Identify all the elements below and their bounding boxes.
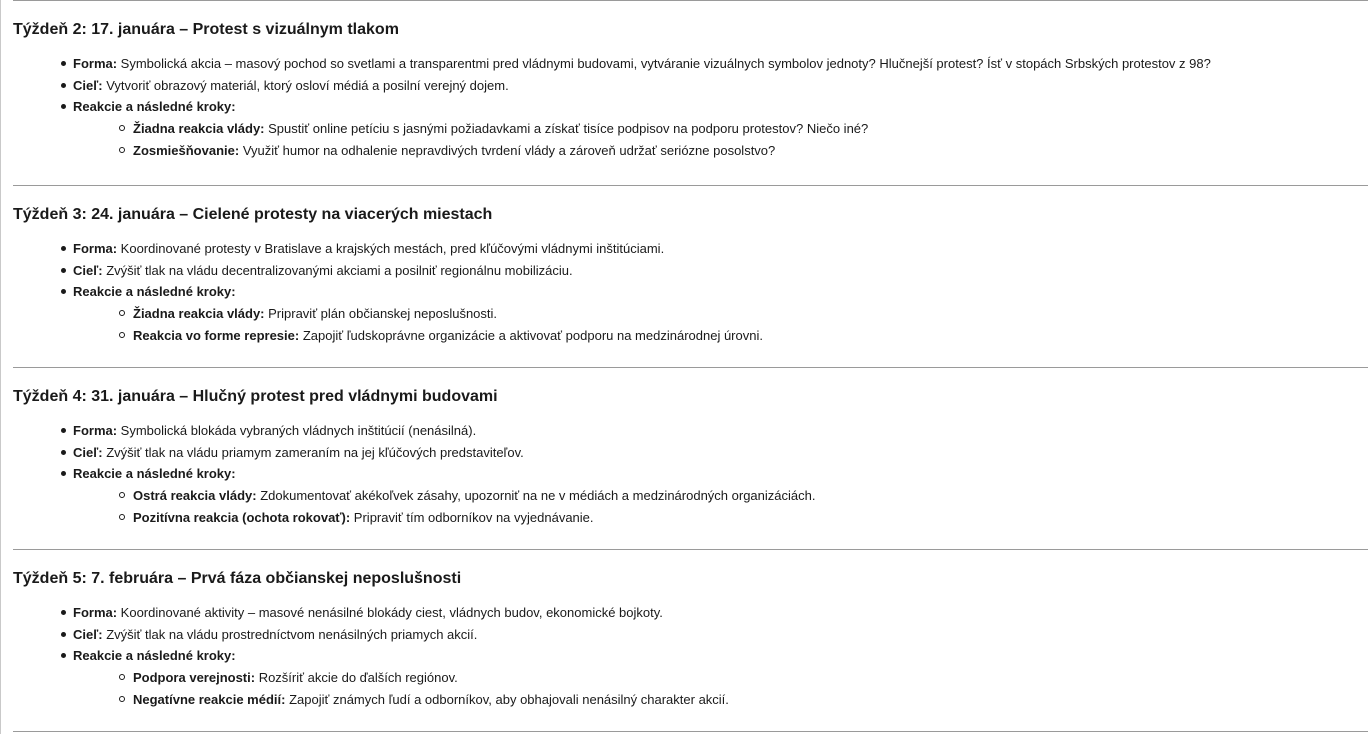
reactions-list	[13, 118, 1368, 162]
list-item-reakcie	[13, 96, 1368, 118]
list-item-reakcie	[13, 281, 1368, 303]
sub-list-item	[13, 140, 1368, 162]
item-label: Žiadna reakcia vlády:	[133, 120, 265, 136]
week-heading: Týždeň 4: 31. januára – Hlučný protest pred vládnymi budovami	[13, 388, 498, 405]
item-label: Forma:	[73, 56, 118, 71]
divider	[13, 185, 1368, 186]
week-section	[13, 569, 1368, 707]
reactions-list	[13, 485, 1368, 529]
item-text: Spustiť online petíciu s jasnými požiadavkami a získať tisíce podpisov na podporu protestov? Niečo iné?	[264, 120, 869, 136]
list-item-forma	[13, 238, 1368, 260]
divider	[13, 731, 1368, 732]
list-item-ciel	[13, 624, 1368, 646]
list-item-reakcie	[13, 645, 1368, 667]
item-text: Vytvoriť obrazový materiál, ktorý osloví médiá a posilní verejný dojem.	[102, 77, 509, 93]
item-label: Cieľ:	[73, 626, 103, 642]
week-heading: Týždeň 2: 17. januára – Protest s vizuálnym tlakom	[13, 21, 399, 38]
divider	[13, 367, 1368, 368]
sub-list-item	[13, 303, 1368, 325]
list-item-forma	[13, 53, 1368, 75]
list-item-ciel	[13, 442, 1368, 464]
week-details-list	[13, 238, 1368, 303]
sub-list-item	[13, 689, 1368, 711]
week-details-list	[13, 602, 1368, 667]
item-text: Symbolická akcia – masový pochod so svetlami a transparentmi pred vládnymi budovami, vytváranie vizuálnych symbolov jednoty? Hlučnejší protest? Ísť v stopách Srbských protestov z 98?	[117, 56, 1211, 71]
item-text: Rozšíriť akcie do ďalších regiónov.	[255, 669, 458, 685]
item-text: Pripraviť tím odborníkov na vyjednávanie.	[350, 509, 594, 525]
week-details-list	[13, 420, 1368, 485]
sub-list-item	[13, 118, 1368, 140]
item-label: Reakcie a následné kroky:	[73, 466, 236, 482]
item-label: Ostrá reakcia vlády:	[133, 487, 257, 503]
sub-list-item	[13, 485, 1368, 507]
item-label: Cieľ:	[73, 444, 103, 460]
reactions-list	[13, 303, 1368, 347]
item-label: Reakcie a následné kroky:	[73, 648, 236, 664]
item-label: Reakcie a následné kroky:	[73, 99, 236, 115]
item-label: Cieľ:	[73, 262, 103, 278]
sub-list-item	[13, 667, 1368, 689]
item-label: Žiadna reakcia vlády:	[133, 305, 265, 321]
item-text: Zvýšiť tlak na vládu decentralizovanými akciami a posilniť regionálnu mobilizáciu.	[102, 262, 573, 278]
item-label: Negatívne reakcie médií:	[133, 691, 286, 707]
divider	[13, 0, 1368, 1]
list-item-ciel	[13, 260, 1368, 282]
item-text: Zapojiť známych ľudí a odborníkov, aby obhajovali nenásilný charakter akcií.	[285, 691, 729, 707]
item-text: Koordinované aktivity – masové nenásilné blokády ciest, vládnych budov, ekonomické bojkoty.	[117, 605, 663, 620]
week-heading: Týždeň 5: 7. februára – Prvá fáza občianskej neposlušnosti	[13, 570, 462, 587]
item-text: Symbolická blokáda vybraných vládnych inštitúcií (nenásilná).	[117, 423, 477, 438]
item-label: Pozitívna reakcia (ochota rokovať):	[133, 509, 351, 525]
list-item-ciel	[13, 75, 1368, 97]
list-item-forma	[13, 420, 1368, 442]
item-label: Zosmiešňovanie:	[133, 142, 240, 158]
sub-list-item	[13, 507, 1368, 529]
reactions-list	[13, 667, 1368, 711]
item-label: Forma:	[73, 241, 118, 256]
sub-list-item	[13, 325, 1368, 347]
week-heading: Týždeň 3: 24. januára – Cielené protesty na viacerých miestach	[13, 206, 493, 223]
divider	[13, 549, 1368, 550]
item-text: Zvýšiť tlak na vládu prostredníctvom nenásilných priamych akcií.	[102, 626, 478, 642]
item-label: Cieľ:	[73, 77, 103, 93]
item-text: Zapojiť ľudskoprávne organizácie a aktivovať podporu na medzinárodnej úrovni.	[299, 327, 763, 343]
item-label: Forma:	[73, 605, 118, 620]
item-text: Využiť humor na odhalenie nepravdivých tvrdení vlády a zároveň udržať seriózne posolstvo?	[239, 142, 776, 158]
item-text: Koordinované protesty v Bratislave a krajských mestách, pred kľúčovými vládnymi inštitúciami.	[117, 241, 665, 256]
week-section	[13, 205, 1368, 343]
item-text: Zvýšiť tlak na vládu priamym zameraním na jej kľúčových predstaviteľov.	[102, 444, 524, 460]
item-label: Podpora verejnosti:	[133, 669, 256, 685]
list-item-forma	[13, 602, 1368, 624]
list-item-reakcie	[13, 463, 1368, 485]
week-section	[13, 387, 1368, 525]
item-text: Pripraviť plán občianskej neposlušnosti.	[264, 305, 498, 321]
week-section	[13, 20, 1368, 158]
item-label: Reakcia vo forme represie:	[133, 327, 300, 343]
item-label: Forma:	[73, 423, 118, 438]
item-label: Reakcie a následné kroky:	[73, 284, 236, 300]
week-details-list	[13, 53, 1368, 118]
item-text: Zdokumentovať akékoľvek zásahy, upozorniť na ne v médiách a medzinárodných organizáciách.	[256, 487, 816, 503]
